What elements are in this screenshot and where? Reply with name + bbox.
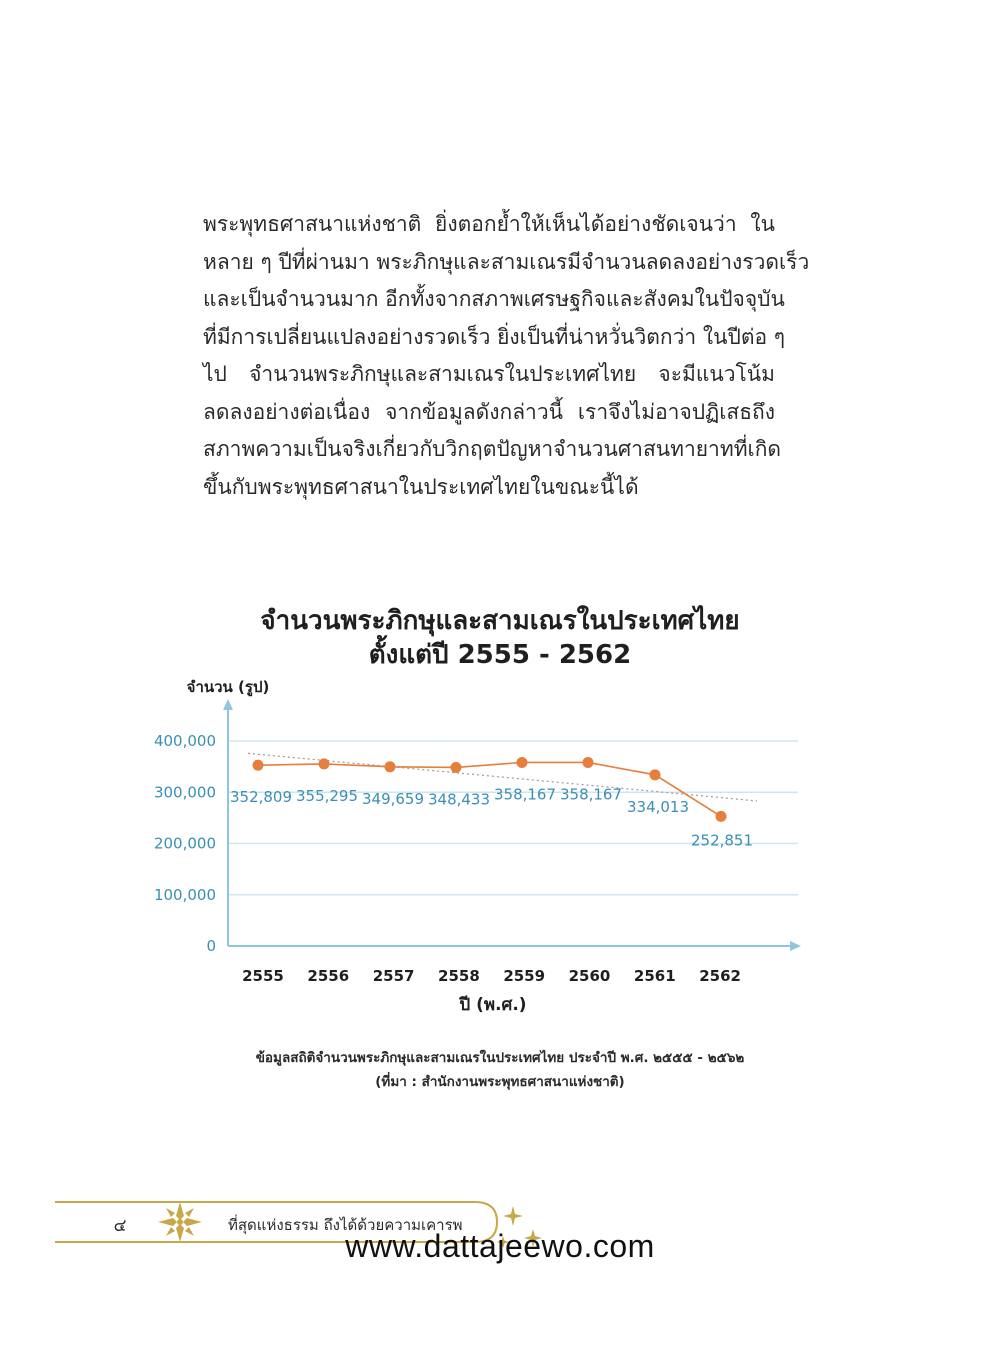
data-point — [319, 758, 330, 769]
y-axis-label: จำนวน (รูป) — [186, 678, 270, 696]
data-label: 348,433 — [427, 790, 491, 809]
y-tick-label: 0 — [206, 937, 216, 955]
book-title: ที่สุดแห่งธรรม ถึงได้ด้วยความเคารพ — [228, 1216, 463, 1234]
sparkle-icon — [503, 1206, 523, 1226]
paragraph-line: ไป จำนวนพระภิกษุและสามเณรในประเทศไทย จะมีแนวโน้ม — [203, 362, 775, 386]
paragraph-line: หลาย ๆ ปีที่ผ่านมา พระภิกษุและสามเณรมีจำนวนลดลงอย่างรวดเร็ว — [203, 249, 810, 274]
x-tick-label: 2557 — [372, 967, 415, 985]
paragraph-line: ขึ้นกับพระพุทธศาสนาในประเทศไทยในขณะนี้ได้ — [203, 474, 639, 499]
data-label: 349,659 — [361, 789, 425, 808]
x-tick-label: 2562 — [699, 967, 741, 985]
data-point — [385, 761, 396, 772]
y-axis-arrow-icon — [223, 699, 233, 710]
x-tick-labels — [242, 967, 741, 985]
y-tick-label: 300,000 — [153, 783, 216, 802]
paragraph-line: ลดลงอย่างต่อเนื่อง จากข้อมูลดังกล่าวนี้ เราจึงไม่อาจปฏิเสธถึง — [203, 399, 775, 424]
chart-title-line-1: จำนวนพระภิกษุและสามเณรในประเทศไทย — [260, 606, 740, 636]
data-point — [716, 811, 727, 822]
data-point — [517, 757, 528, 768]
website-watermark: www.dattajeewo.com — [345, 1228, 655, 1264]
footer-ornament-icon — [158, 1202, 202, 1242]
y-tick-labels — [154, 732, 216, 955]
data-point — [253, 760, 264, 771]
data-label: 252,851 — [690, 831, 754, 850]
chart-axes — [223, 699, 801, 951]
data-label: 358,167 — [493, 785, 557, 804]
data-point — [650, 769, 661, 780]
x-tick-label: 2560 — [568, 967, 611, 985]
y-tick-label: 200,000 — [153, 834, 216, 853]
x-tick-label: 2559 — [503, 967, 546, 985]
x-tick-label: 2555 — [242, 967, 284, 985]
data-label: 358,167 — [559, 785, 623, 804]
data-label: 355,295 — [295, 786, 359, 805]
page-number: ๔ — [113, 1216, 127, 1236]
paragraph-line: ที่มีการเปลี่ยนแปลงอย่างรวดเร็ว ยิ่งเป็นที่น่าหวั่นวิตกว่า ในปีต่อ ๆ — [203, 324, 786, 349]
x-tick-label: 2556 — [307, 967, 350, 985]
data-label: 334,013 — [626, 797, 690, 816]
chart-title-line-2: ตั้งแต่ปี 2555 - 2562 — [368, 640, 632, 670]
y-tick-label: 400,000 — [153, 732, 216, 750]
chart-caption — [150, 1046, 850, 1094]
paragraph-line: และเป็นจำนวนมาก อีกทั้งจากสภาพเศรษฐกิจและสังคมในปัจจุบัน — [203, 287, 785, 311]
caption-line-1: ข้อมูลสถิติจำนวนพระภิกษุและสามเณรในประเทศไทย ประจำปี พ.ศ. ๒๕๕๕ - ๒๕๖๒ — [255, 1050, 745, 1066]
data-point — [583, 757, 594, 768]
x-axis-arrow-icon — [790, 941, 801, 951]
paragraph-line: พระพุทธศาสนาแห่งชาติ ยิ่งตอกย้ำให้เห็นได้อย่างชัดเจนว่า ใน — [203, 212, 775, 236]
caption-source: (ที่มา : สำนักงานพระพุทธศาสนาแห่งชาติ) — [375, 1074, 625, 1090]
data-labels — [230, 785, 753, 849]
data-point — [451, 762, 462, 773]
x-tick-label: 2561 — [633, 967, 676, 985]
x-axis-label: ปี (พ.ศ.) — [459, 995, 527, 1015]
y-tick-label: 100,000 — [153, 885, 216, 904]
paragraph-line: สภาพความเป็นจริงเกี่ยวกับวิกฤตปัญหาจำนวนศาสนทายาทที่เกิด — [203, 437, 782, 461]
data-label: 352,809 — [229, 788, 293, 807]
x-tick-label: 2558 — [438, 967, 480, 985]
